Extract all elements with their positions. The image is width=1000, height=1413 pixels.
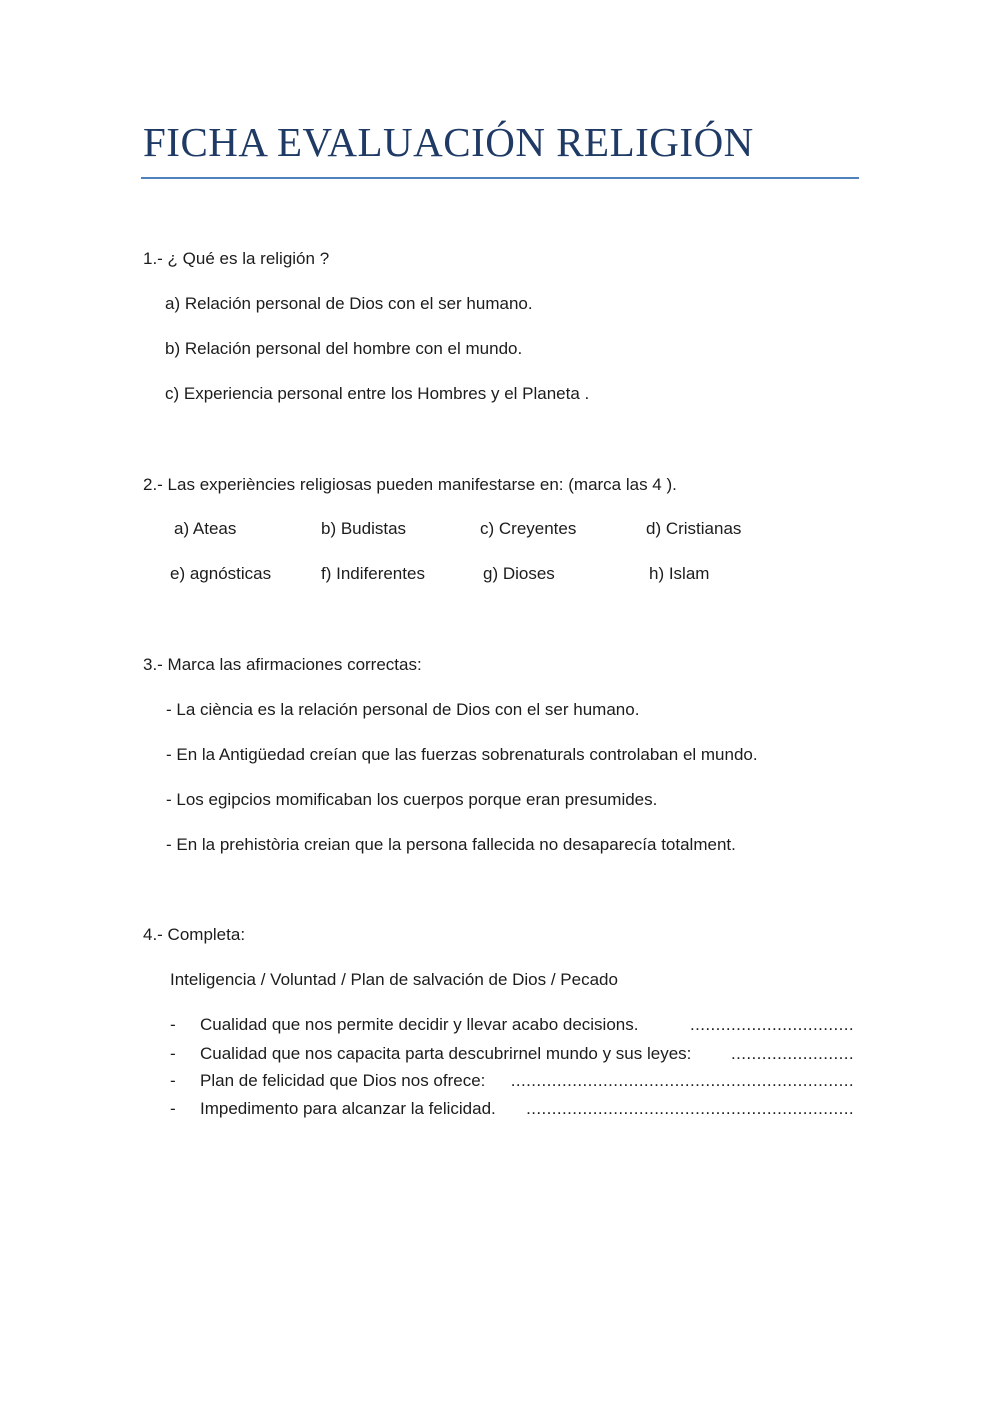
question-2: 2.- Las experiències religiosas pueden manifestarse en: (marca las 4 ). [143, 475, 677, 494]
bullet-dash: - [170, 1044, 176, 1063]
page-title: FICHA EVALUACIÓN RELIGIÓN [143, 119, 754, 165]
q2-option-c: c) Creyentes [480, 519, 577, 538]
q4-fill-line-4 [170, 1099, 854, 1119]
q3-statement-3: - Los egipcios momificaban los cuerpos porque eran presumides. [166, 790, 658, 809]
answer-blank[interactable]: ................................ [690, 1015, 854, 1034]
q4-word-bank: Inteligencia / Voluntad / Plan de salvación de Dios / Pecado [170, 970, 618, 989]
q2-option-e: e) agnósticas [170, 564, 272, 583]
answer-blank[interactable]: ................................................................ [526, 1099, 854, 1118]
q3-statement-2: - En la Antigüedad creían que las fuerzas sobrenaturals controlaban el mundo. [166, 745, 758, 764]
bullet-dash: - [170, 1071, 176, 1090]
q2-option-d: d) Cristianas [646, 519, 742, 538]
q1-option-a: a) Relación personal de Dios con el ser humano. [165, 294, 533, 313]
q2-option-h: h) Islam [649, 564, 710, 583]
question-3: 3.- Marca las afirmaciones correctas: [143, 655, 422, 674]
q2-option-g: g) Dioses [483, 564, 555, 583]
q4-fill-line-3 [170, 1071, 854, 1091]
q4-fill-line-1 [170, 1015, 854, 1035]
answer-blank[interactable]: ........................ [731, 1044, 854, 1063]
q4-item-text: Cualidad que nos capacita parta descubrirnel mundo y sus leyes: [200, 1044, 692, 1063]
q2-option-b: b) Budistas [321, 519, 407, 538]
bullet-dash: - [170, 1015, 176, 1034]
q1-option-b: b) Relación personal del hombre con el mundo. [165, 339, 523, 358]
question-4: 4.- Completa: [143, 925, 246, 944]
q1-option-c: c) Experiencia personal entre los Hombres y el Planeta . [165, 384, 590, 403]
q2-option-f: f) Indiferentes [321, 564, 425, 583]
question-1: 1.- ¿ Qué es la religión ? [143, 249, 330, 268]
q3-statement-1: - La ciència es la relación personal de Dios con el ser humano. [166, 700, 640, 719]
answer-blank[interactable]: ................................................................... [510, 1071, 854, 1090]
q3-statement-4: - En la prehistòria creian que la persona fallecida no desaparecía totalment. [166, 835, 736, 854]
q2-option-a: a) Ateas [174, 519, 237, 538]
q4-item-text: Plan de felicidad que Dios nos ofrece: [200, 1071, 486, 1090]
bullet-dash: - [170, 1099, 176, 1118]
q4-item-text: Impedimento para alcanzar la felicidad. [200, 1099, 496, 1118]
title-underline [141, 177, 859, 179]
q4-item-text: Cualidad que nos permite decidir y llevar acabo decisions. [200, 1015, 639, 1034]
q4-fill-line-2 [170, 1044, 854, 1064]
